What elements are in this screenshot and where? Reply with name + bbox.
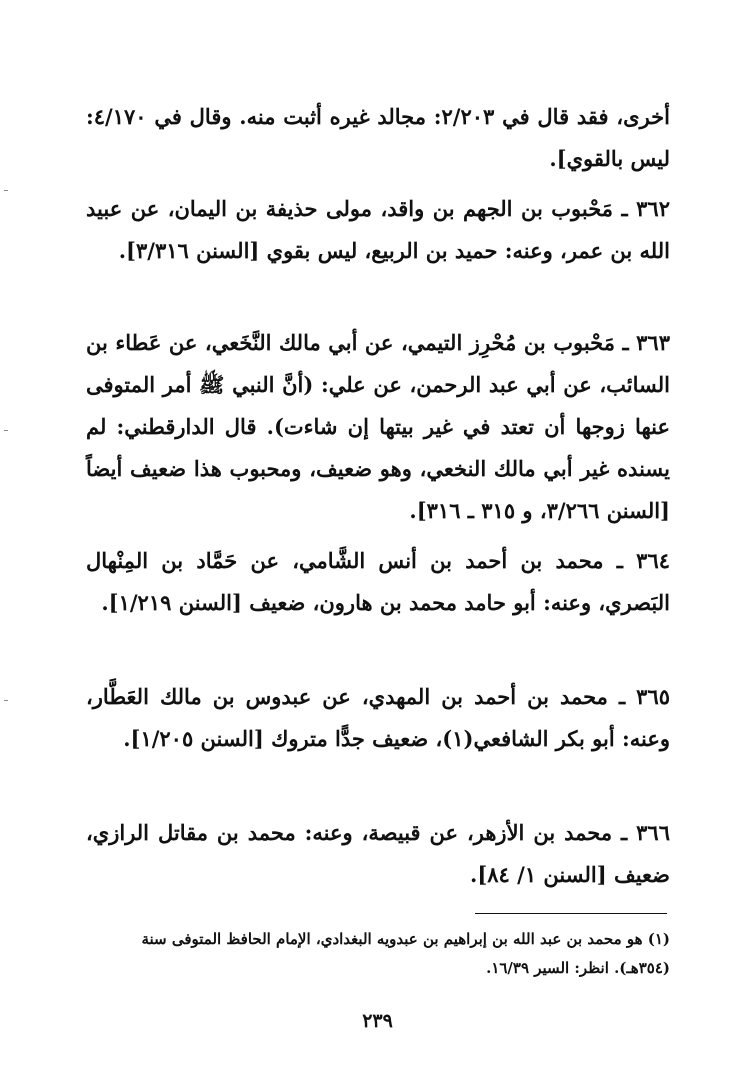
entry-number: ٣٦٤ <box>636 548 671 573</box>
entry-363 <box>86 322 670 532</box>
footnote-divider <box>475 913 667 914</box>
entry-text: ـ مَحْبوب بن الجهم بن واقد، مولى حذيفة بن اليمان، عن عبيد الله بن عمر، وعنه: حميد بن الربيع، ليس بقوي [السنن ٣/٣١٦]. <box>86 196 670 263</box>
entry-number: ٣٦٢ <box>636 196 670 221</box>
margin-mark <box>4 430 8 431</box>
entry-text: ـ محمد بن أحمد بن المهدي، عن عبدوس بن مالك العَطَّار، وعنه: أبو بكر الشافعي(١)، ضعيف جدًّا متروك [السنن ١/٢٠٥]. <box>86 684 670 751</box>
entry-text: ـ محمد بن الأزهر، عن قبيصة، وعنه: محمد بن مقاتل الرازي، ضعيف [السنن ١/ ٨٤]. <box>86 820 670 887</box>
page-number: ٢٣٩ <box>362 1010 393 1032</box>
entry-number: ٣٦٥ <box>636 684 671 709</box>
entry-number: ٣٦٦ <box>636 820 670 845</box>
entry-number: ٣٦٣ <box>636 330 670 355</box>
entry-text: ـ محمد بن أحمد بن أنس الشَّامي، عن حَمَّاد بن المِنْهال البَصري، وعنه: أبو حامد محمد بن هارون، ضعيف [السنن ١/٢١٩]. <box>86 548 670 615</box>
entry-362 <box>86 188 670 272</box>
margin-mark <box>4 700 8 701</box>
continuation-text: أخرى، فقد قال في ٢/٢٠٣: مجالد غيره أثبت منه. وقال في ٤/١٧٠: ليس بالقوي]. <box>86 104 670 171</box>
entry-365 <box>86 676 670 760</box>
continuation-paragraph <box>86 96 670 180</box>
entry-366 <box>86 812 670 896</box>
entry-text: ـ مَحْبوب بن مُحْرِز التيمي، عن أبي مالك النَّخَعي، عن عَطاء بن السائب، عن أبي عبد الرحمن، عن علي: (أنَّ النبي ﷺ أمر المتوفى عنها زوجها أن تعتد في غير بيتها إن شاءت). قال الدارقطني: لم يسنده غير أبي مالك النخعي، وهو ضعيف، ومحبوب هذا ضعيف أيضاً [السنن ٣/٢٦٦، و ٣١٥ ـ ٣١٦]. <box>86 330 670 523</box>
entry-364 <box>86 540 670 624</box>
margin-mark <box>4 190 8 191</box>
footnote <box>86 925 670 983</box>
footnote-text: (١) هو محمد بن عبد الله بن إبراهيم بن عبدويه البغدادي، الإمام الحافظ المتوفى سنة (٣٥٤هـ). انظر: السير ١٦/٣٩. <box>141 930 670 977</box>
